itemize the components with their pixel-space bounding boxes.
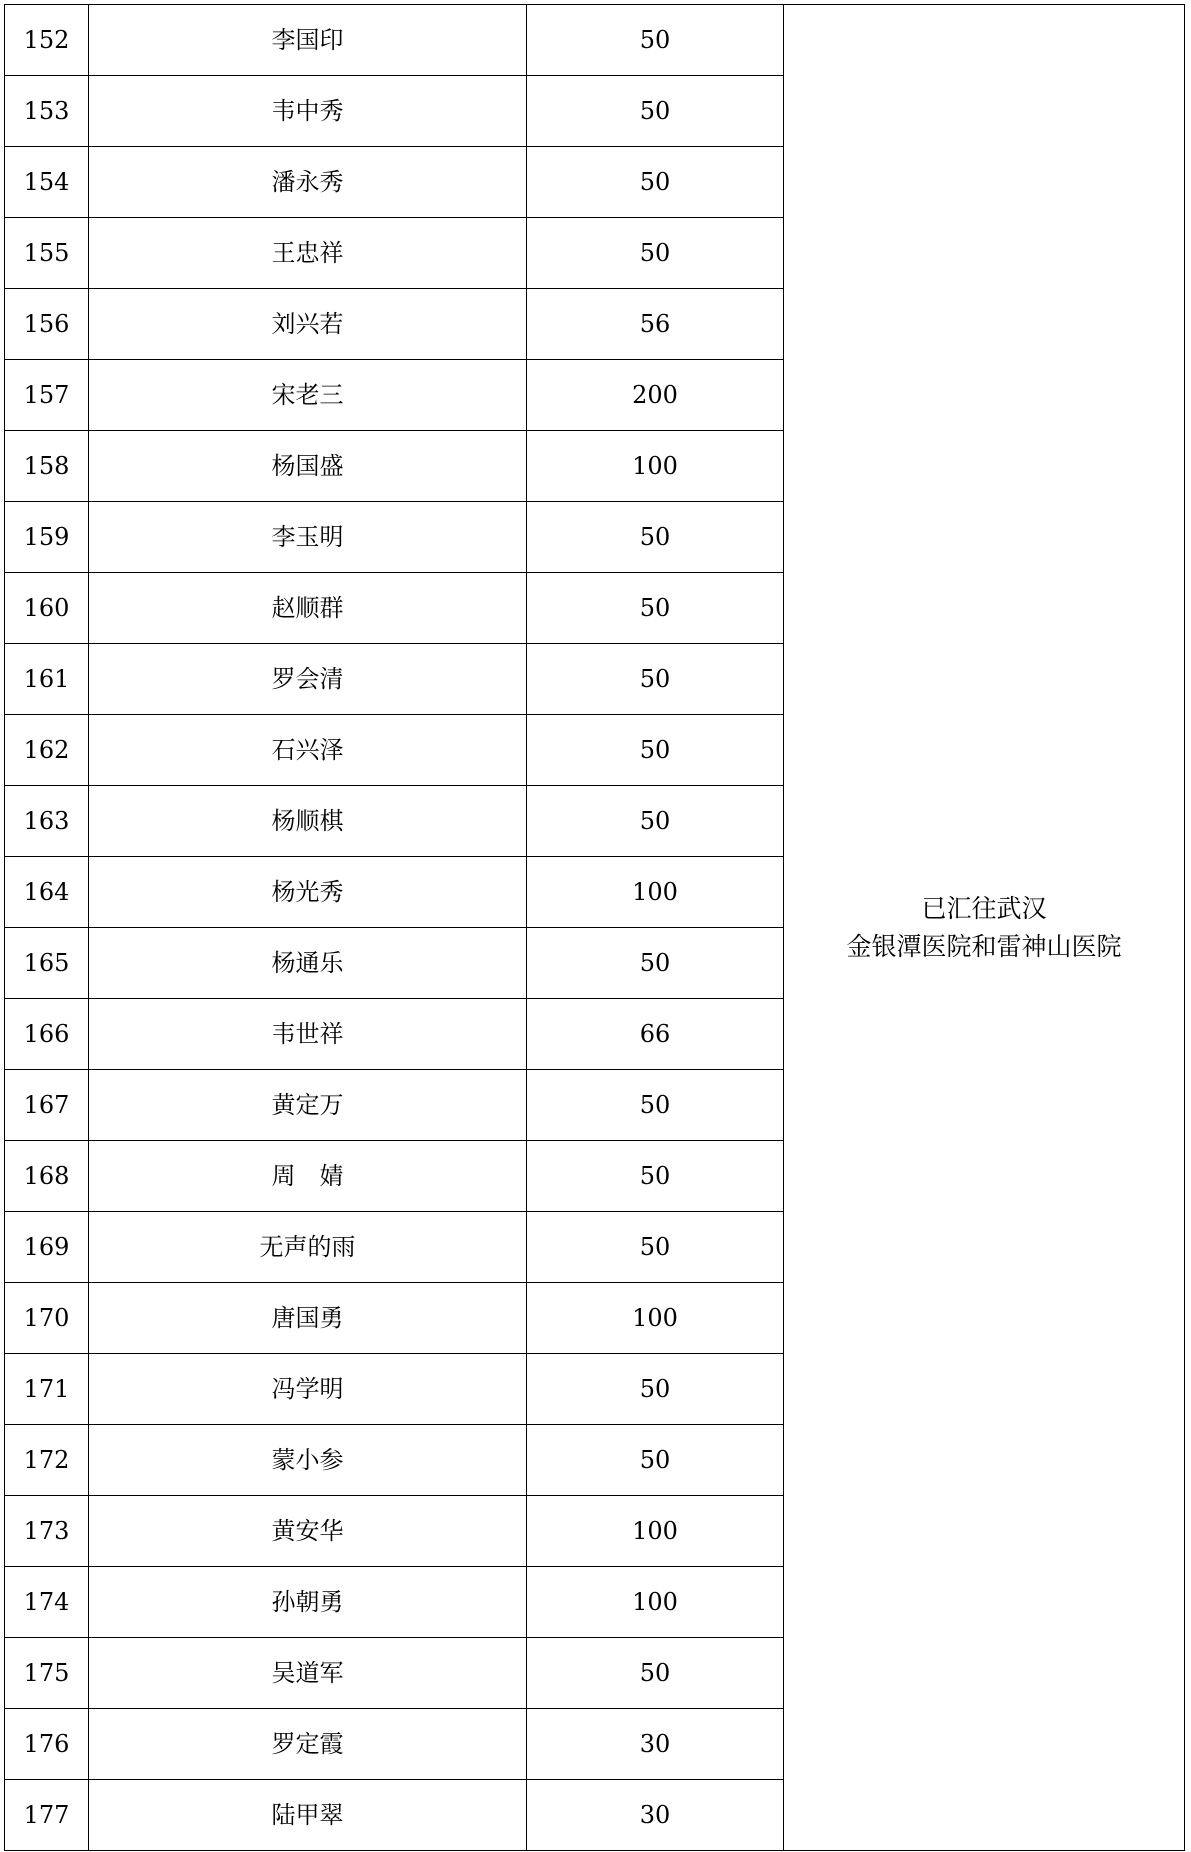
row-number-cell: 169 bbox=[5, 1212, 89, 1283]
donor-name-cell: 韦世祥 bbox=[89, 999, 527, 1070]
remittance-note-line-1: 已汇往武汉 bbox=[921, 894, 1047, 923]
donor-name-cell: 黄安华 bbox=[89, 1496, 527, 1567]
row-number-cell: 158 bbox=[5, 431, 89, 502]
row-number-cell: 159 bbox=[5, 502, 89, 573]
donation-amount-cell: 30 bbox=[527, 1780, 784, 1851]
donor-name-cell: 罗定霞 bbox=[89, 1709, 527, 1780]
row-number-cell: 176 bbox=[5, 1709, 89, 1780]
row-number-cell: 163 bbox=[5, 786, 89, 857]
donor-name-cell: 黄定万 bbox=[89, 1070, 527, 1141]
donation-amount-cell: 100 bbox=[527, 1496, 784, 1567]
donor-name-cell: 唐国勇 bbox=[89, 1283, 527, 1354]
remittance-note-line-2: 金银潭医院和雷神山医院 bbox=[846, 931, 1122, 961]
donation-table bbox=[4, 4, 1185, 1851]
row-number-cell: 164 bbox=[5, 857, 89, 928]
donation-amount-cell: 66 bbox=[527, 999, 784, 1070]
row-number-cell: 170 bbox=[5, 1283, 89, 1354]
row-number-cell: 155 bbox=[5, 218, 89, 289]
donation-amount-cell: 50 bbox=[527, 573, 784, 644]
donor-name-cell: 冯学明 bbox=[89, 1354, 527, 1425]
donation-amount-cell: 50 bbox=[527, 76, 784, 147]
row-number-cell: 172 bbox=[5, 1425, 89, 1496]
donation-amount-cell: 50 bbox=[527, 715, 784, 786]
donation-amount-cell: 50 bbox=[527, 218, 784, 289]
donor-name-cell: 陆甲翠 bbox=[89, 1780, 527, 1851]
donation-amount-cell: 50 bbox=[527, 786, 784, 857]
donor-name-cell: 杨光秀 bbox=[89, 857, 527, 928]
donation-amount-cell: 50 bbox=[527, 928, 784, 999]
table-body bbox=[5, 5, 1185, 1851]
row-number-cell: 161 bbox=[5, 644, 89, 715]
donor-name-cell: 杨国盛 bbox=[89, 431, 527, 502]
row-number-cell: 152 bbox=[5, 5, 89, 76]
donation-amount-cell: 100 bbox=[527, 1567, 784, 1638]
donor-name-cell: 李国印 bbox=[89, 5, 527, 76]
donation-amount-cell: 50 bbox=[527, 502, 784, 573]
donor-name-cell: 杨通乐 bbox=[89, 928, 527, 999]
donor-name-cell: 无声的雨 bbox=[89, 1212, 527, 1283]
donation-amount-cell: 50 bbox=[527, 5, 784, 76]
donation-amount-cell: 50 bbox=[527, 1070, 784, 1141]
donation-amount-cell: 100 bbox=[527, 431, 784, 502]
donation-amount-cell: 100 bbox=[527, 1283, 784, 1354]
table-row bbox=[5, 5, 1185, 76]
row-number-cell: 160 bbox=[5, 573, 89, 644]
donation-amount-cell: 50 bbox=[527, 147, 784, 218]
row-number-cell: 153 bbox=[5, 76, 89, 147]
donor-name-cell: 罗会清 bbox=[89, 644, 527, 715]
donor-name-cell: 吴道军 bbox=[89, 1638, 527, 1709]
donation-amount-cell: 50 bbox=[527, 1638, 784, 1709]
donor-name-cell: 蒙小参 bbox=[89, 1425, 527, 1496]
donor-name-cell: 刘兴若 bbox=[89, 289, 527, 360]
row-number-cell: 171 bbox=[5, 1354, 89, 1425]
row-number-cell: 175 bbox=[5, 1638, 89, 1709]
donor-name-cell: 潘永秀 bbox=[89, 147, 527, 218]
row-number-cell: 156 bbox=[5, 289, 89, 360]
donor-name-cell: 孙朝勇 bbox=[89, 1567, 527, 1638]
row-number-cell: 166 bbox=[5, 999, 89, 1070]
donation-amount-cell: 100 bbox=[527, 857, 784, 928]
donation-amount-cell: 50 bbox=[527, 644, 784, 715]
donor-name-cell: 李玉明 bbox=[89, 502, 527, 573]
row-number-cell: 168 bbox=[5, 1141, 89, 1212]
row-number-cell: 167 bbox=[5, 1070, 89, 1141]
donor-name-cell: 杨顺棋 bbox=[89, 786, 527, 857]
donation-amount-cell: 50 bbox=[527, 1354, 784, 1425]
donor-name-cell: 赵顺群 bbox=[89, 573, 527, 644]
donation-amount-cell: 50 bbox=[527, 1212, 784, 1283]
row-number-cell: 174 bbox=[5, 1567, 89, 1638]
donor-name-cell: 韦中秀 bbox=[89, 76, 527, 147]
donor-name-cell: 宋老三 bbox=[89, 360, 527, 431]
donor-name-cell: 周 婧 bbox=[89, 1141, 527, 1212]
donation-amount-cell: 50 bbox=[527, 1141, 784, 1212]
row-number-cell: 177 bbox=[5, 1780, 89, 1851]
remittance-note-cell bbox=[784, 5, 1185, 1851]
donor-name-cell: 王忠祥 bbox=[89, 218, 527, 289]
row-number-cell: 154 bbox=[5, 147, 89, 218]
donation-amount-cell: 56 bbox=[527, 289, 784, 360]
donor-name-cell: 石兴泽 bbox=[89, 715, 527, 786]
donation-amount-cell: 200 bbox=[527, 360, 784, 431]
row-number-cell: 157 bbox=[5, 360, 89, 431]
row-number-cell: 173 bbox=[5, 1496, 89, 1567]
row-number-cell: 162 bbox=[5, 715, 89, 786]
donation-amount-cell: 30 bbox=[527, 1709, 784, 1780]
donation-amount-cell: 50 bbox=[527, 1425, 784, 1496]
row-number-cell: 165 bbox=[5, 928, 89, 999]
